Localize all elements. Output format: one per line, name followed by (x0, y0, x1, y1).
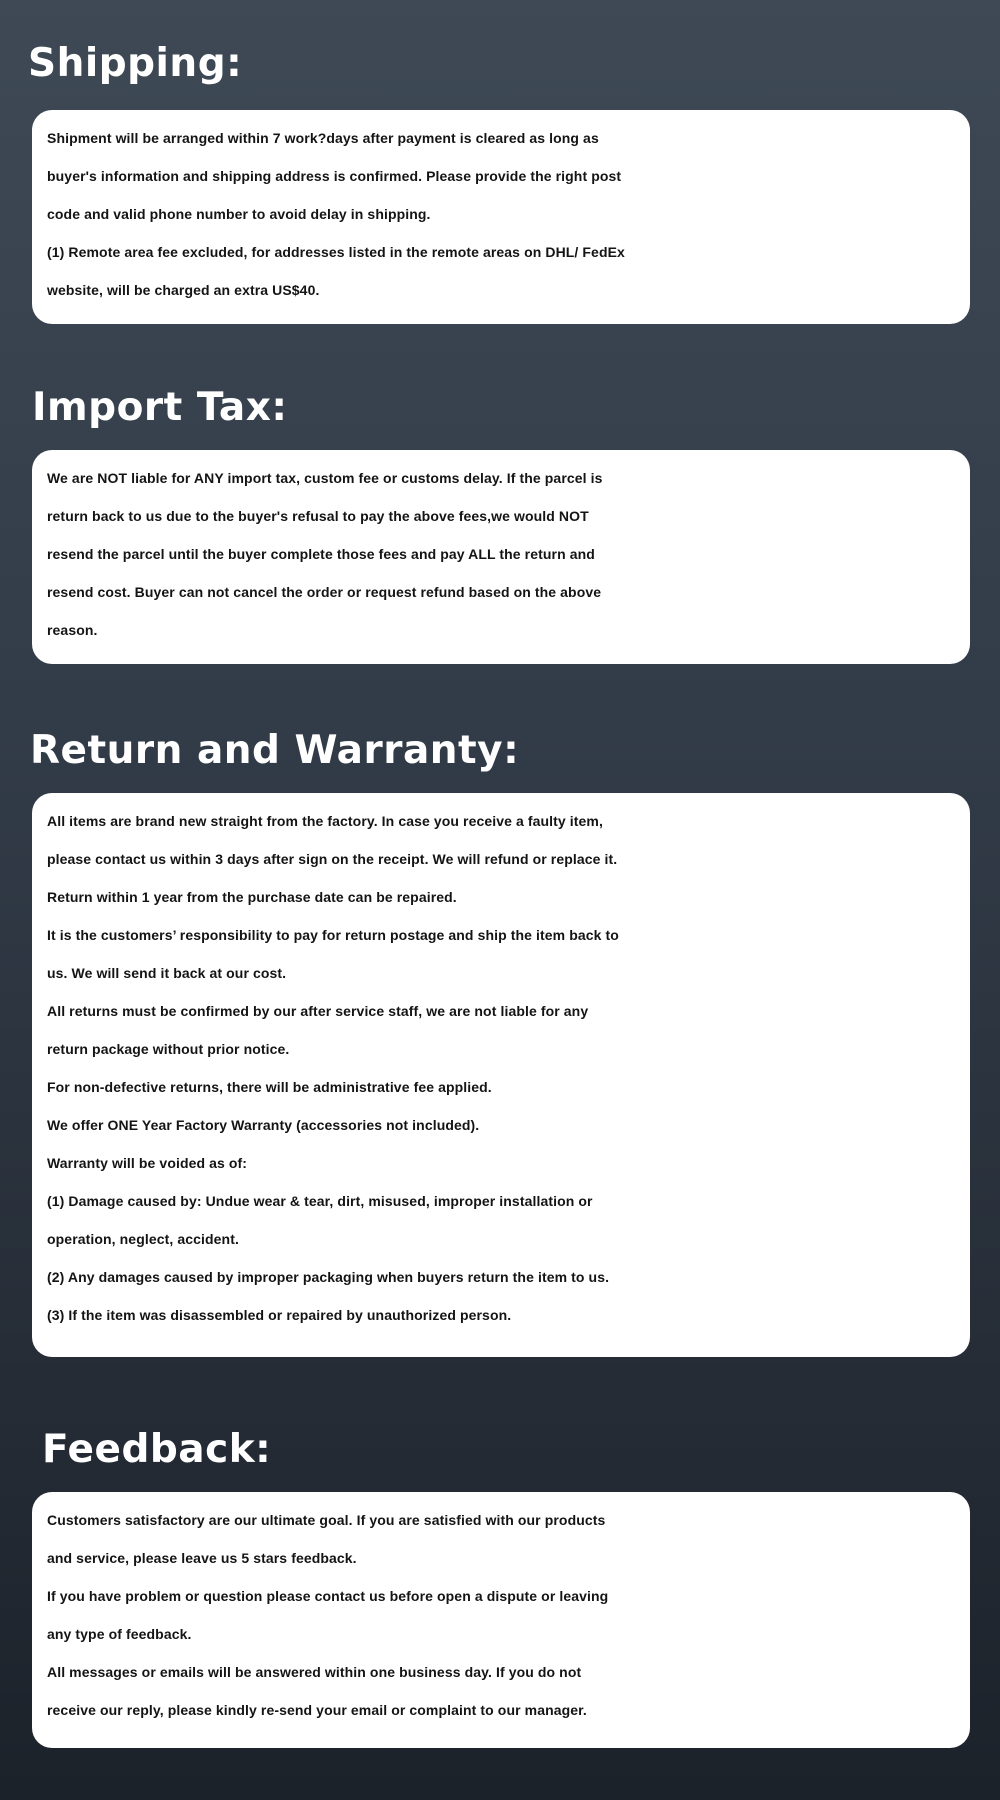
import-tax-heading: Import Tax: (32, 385, 288, 430)
shipping-panel (32, 110, 970, 324)
return-warranty-heading: Return and Warranty: (30, 728, 520, 773)
return-warranty-text-line: Warranty will be voided as of: (47, 1155, 248, 1171)
return-warranty-text-line: We offer ONE Year Factory Warranty (accessories not included). (47, 1117, 480, 1133)
shipping-text-line: (1) Remote area fee excluded, for addresses listed in the remote areas on DHL/ FedEx (47, 244, 625, 260)
return-warranty-text-line: operation, neglect, accident. (47, 1231, 239, 1247)
return-warranty-panel (32, 793, 970, 1357)
return-warranty-text-line: (1) Damage caused by: Undue wear & tear, dirt, misused, improper installation or (47, 1193, 593, 1209)
return-warranty-text-line: (3) If the item was disassembled or repaired by unauthorized person. (47, 1307, 512, 1323)
feedback-text-line: and service, please leave us 5 stars feedback. (47, 1550, 357, 1566)
feedback-text-line: All messages or emails will be answered within one business day. If you do not (47, 1664, 582, 1680)
import-tax-text-line: reason. (47, 622, 98, 638)
return-warranty-text-line: Return within 1 year from the purchase date can be repaired. (47, 889, 457, 905)
shipping-text-line: Shipment will be arranged within 7 work?days after payment is cleared as long as (47, 130, 599, 146)
import-tax-text-line: resend the parcel until the buyer complete those fees and pay ALL the return and (47, 546, 595, 562)
return-warranty-text-line: For non-defective returns, there will be administrative fee applied. (47, 1079, 492, 1095)
shipping-heading: Shipping: (28, 41, 243, 86)
feedback-text-line: Customers satisfactory are our ultimate goal. If you are satisfied with our products (47, 1512, 606, 1528)
import-tax-text-line: return back to us due to the buyer's refusal to pay the above fees,we would NOT (47, 508, 589, 524)
return-warranty-text-line: (2) Any damages caused by improper packaging when buyers return the item to us. (47, 1269, 610, 1285)
import-tax-text-line: resend cost. Buyer can not cancel the order or request refund based on the above (47, 584, 602, 600)
return-warranty-text-line: please contact us within 3 days after sign on the receipt. We will refund or replace it. (47, 851, 618, 867)
return-warranty-text-line: It is the customers’ responsibility to pay for return postage and ship the item back to (47, 927, 619, 943)
return-warranty-text-line: All items are brand new straight from the factory. In case you receive a faulty item, (47, 813, 603, 829)
feedback-panel (32, 1492, 970, 1748)
feedback-text-line: any type of feedback. (47, 1626, 192, 1642)
shipping-text-line: code and valid phone number to avoid delay in shipping. (47, 206, 431, 222)
feedback-heading: Feedback: (42, 1427, 272, 1472)
import-tax-text-line: We are NOT liable for ANY import tax, custom fee or customs delay. If the parcel is (47, 470, 603, 486)
return-warranty-text-line: All returns must be confirmed by our after service staff, we are not liable for any (47, 1003, 589, 1019)
shipping-text-line: buyer's information and shipping address is confirmed. Please provide the right post (47, 168, 622, 184)
feedback-text-line: receive our reply, please kindly re-send your email or complaint to our manager. (47, 1702, 587, 1718)
feedback-text-line: If you have problem or question please contact us before open a dispute or leaving (47, 1588, 609, 1604)
return-warranty-text-line: return package without prior notice. (47, 1041, 290, 1057)
shipping-text-line: website, will be charged an extra US$40. (47, 282, 320, 298)
import-tax-panel (32, 450, 970, 664)
return-warranty-text-line: us. We will send it back at our cost. (47, 965, 287, 981)
